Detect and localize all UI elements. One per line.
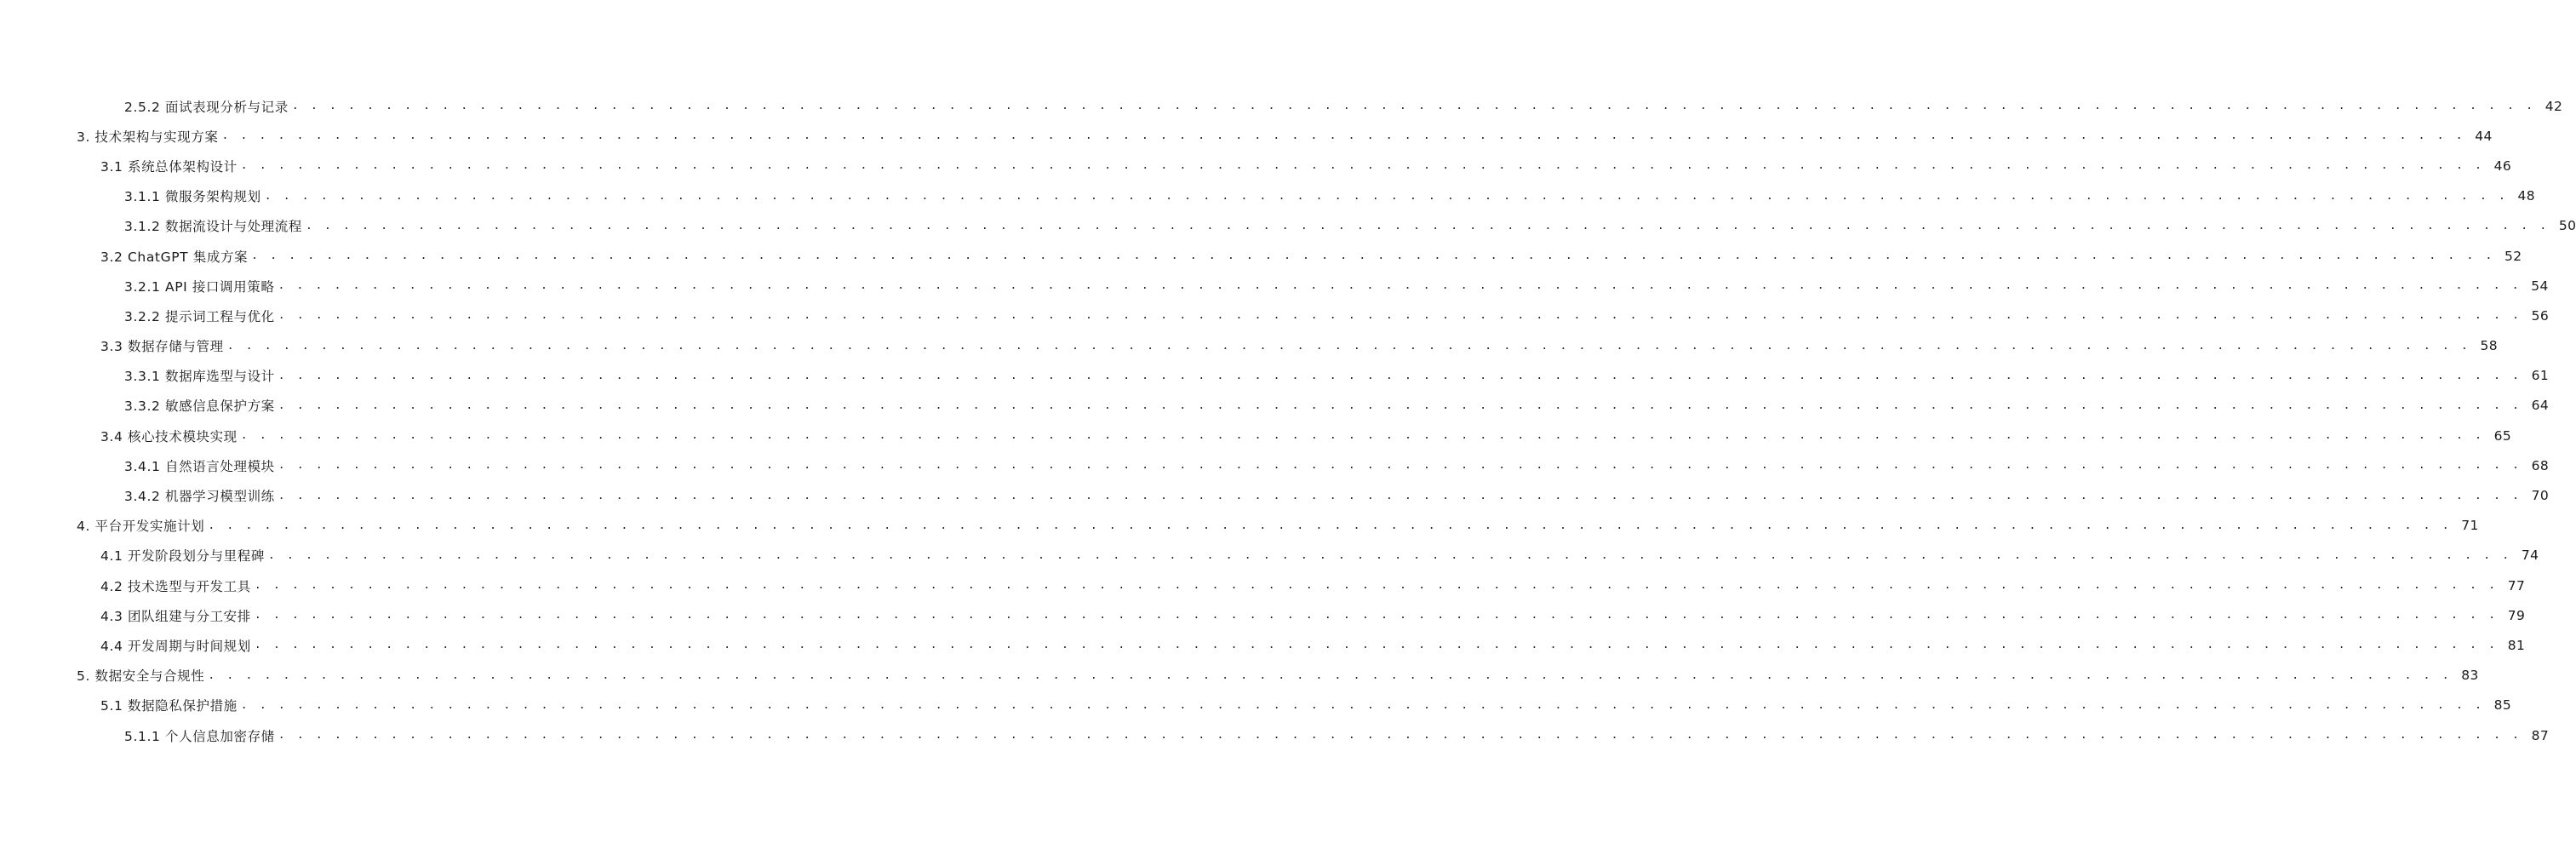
- toc-dot-leader: . . . . . . . . . . . . . . . . . . . . . . . . . . . . . . . . . . . . . . . . . . . . . . . . . . . . . . . . . . . . . . . . . . . . . . . . . . . . . . . . . . . . . . . . . . . . . . . . . . . . . . . . . . . . . . . . . . . . . . . .: [278, 459, 2522, 473]
- toc-entry-3[interactable]: [0, 121, 2493, 151]
- toc-entry-label: [100, 157, 241, 175]
- toc-page-number: 61: [2531, 368, 2550, 384]
- toc-entry-3-2[interactable]: [0, 241, 2522, 271]
- toc-page-number: 58: [2480, 338, 2499, 354]
- toc-entry-label: [124, 186, 265, 205]
- toc-entry-5[interactable]: [0, 661, 2479, 691]
- toc-entry-title: 系统总体架构设计: [127, 158, 238, 175]
- toc-entry-title: 机器学习模型训练: [164, 489, 275, 505]
- toc-entry-title: 开发阶段划分与里程碑: [127, 548, 265, 565]
- toc-entry-number: 3.2: [100, 249, 123, 265]
- toc-dot-leader: . . . . . . . . . . . . . . . . . . . . . . . . . . . . . . . . . . . . . . . . . . . . . . . . . . . . . . . . . . . . . . . . . . . . . . . . . . . . . . . . . . . . . . . . . . . . . . . . . . . . . . . . . . . . . . . . . . . . . . . .: [240, 698, 2485, 712]
- toc-entry-label: [124, 366, 278, 385]
- toc-entry-label: [100, 576, 255, 595]
- toc-entry-5-1-1[interactable]: [0, 720, 2550, 750]
- toc-dot-leader: . . . . . . . . . . . . . . . . . . . . . . . . . . . . . . . . . . . . . . . . . . . . . . . . . . . . . . . . . . . . . . . . . . . . . . . . . . . . . . . . . . . . . . . . . . . . . . . . . . . . . . . . . . . . . . . . . . . . . . . .: [254, 579, 2499, 593]
- toc-entry-number: 5.1: [100, 698, 123, 714]
- toc-entry-title: 数据流设计与处理流程: [164, 219, 302, 235]
- toc-dot-leader: . . . . . . . . . . . . . . . . . . . . . . . . . . . . . . . . . . . . . . . . . . . . . . . . . . . . . . . . . . . . . . . . . . . . . . . . . . . . . . . . . . . . . . . . . . . . . . . . . . . . . . . . . . . . . . . . . . . . . . . .: [278, 369, 2522, 382]
- toc-entry-label: [124, 307, 278, 325]
- toc-entry-number: 3.: [77, 129, 90, 145]
- table-of-contents: [0, 91, 2576, 750]
- toc-entry-label: [100, 546, 268, 565]
- toc-entry-number: 5.1.1: [124, 728, 161, 744]
- toc-entry-title: 微服务架构规划: [164, 189, 261, 205]
- toc-entry-label: [100, 606, 255, 625]
- toc-dot-leader: . . . . . . . . . . . . . . . . . . . . . . . . . . . . . . . . . . . . . . . . . . . . . . . . . . . . . . . . . . . . . . . . . . . . . . . . . . . . . . . . . . . . . . . . . . . . . . . . . . . . . . . . . . . . . . . . . . . . . . . .: [221, 129, 2465, 143]
- toc-entry-label: [100, 696, 241, 714]
- toc-entry-number: 3.4.1: [124, 458, 161, 474]
- toc-page-number: 44: [2475, 128, 2493, 144]
- toc-entry-3-4-2[interactable]: [0, 480, 2550, 510]
- toc-dot-leader: . . . . . . . . . . . . . . . . . . . . . . . . . . . . . . . . . . . . . . . . . . . . . . . . . . . . . . . . . . . . . . . . . . . . . . . . . . . . . . . . . . . . . . . . . . . . . . . . . . . . . . . . . . . . . . . . . . . . . . . .: [278, 729, 2522, 743]
- toc-dot-leader: . . . . . . . . . . . . . . . . . . . . . . . . . . . . . . . . . . . . . . . . . . . . . . . . . . . . . . . . . . . . . . . . . . . . . . . . . . . . . . . . . . . . . . . . . . . . . . . . . . . . . . . . . . . . . . . . . . . . . . . .: [264, 189, 2509, 203]
- toc-dot-leader: . . . . . . . . . . . . . . . . . . . . . . . . . . . . . . . . . . . . . . . . . . . . . . . . . . . . . . . . . . . . . . . . . . . . . . . . . . . . . . . . . . . . . . . . . . . . . . . . . . . . . . . . . . . . . . . . . . . . . . . .: [278, 309, 2522, 323]
- toc-page-number: 65: [2493, 427, 2512, 444]
- toc-entry-3-3[interactable]: [0, 331, 2499, 361]
- toc-entry-title: 数据库选型与设计: [164, 369, 275, 385]
- toc-entry-number: 3.3.2: [124, 399, 161, 415]
- toc-entry-3-1-1[interactable]: [0, 181, 2536, 211]
- toc-entry-label: [124, 456, 278, 475]
- toc-entry-number: 4.4: [100, 638, 123, 654]
- toc-entry-title: API 接口调用策略: [164, 278, 275, 295]
- toc-entry-3-3-2[interactable]: [0, 391, 2550, 421]
- toc-entry-label: [124, 97, 292, 116]
- toc-dot-leader: . . . . . . . . . . . . . . . . . . . . . . . . . . . . . . . . . . . . . . . . . . . . . . . . . . . . . . . . . . . . . . . . . . . . . . . . . . . . . . . . . . . . . . . . . . . . . . . . . . . . . . . . . . . . . . . . . . . . . . . .: [240, 429, 2485, 443]
- toc-dot-leader: . . . . . . . . . . . . . . . . . . . . . . . . . . . . . . . . . . . . . . . . . . . . . . . . . . . . . . . . . . . . . . . . . . . . . . . . . . . . . . . . . . . . . . . . . . . . . . . . . . . . . . . . . . . . . . . . . . . . . . . .: [208, 668, 2452, 682]
- toc-entry-3-1[interactable]: [0, 151, 2512, 181]
- toc-dot-leader: . . . . . . . . . . . . . . . . . . . . . . . . . . . . . . . . . . . . . . . . . . . . . . . . . . . . . . . . . . . . . . . . . . . . . . . . . . . . . . . . . . . . . . . . . . . . . . . . . . . . . . . . . . . . . . . . . . . . . . . .: [278, 399, 2522, 412]
- toc-page-number: 42: [2545, 98, 2563, 114]
- toc-page-number: 83: [2461, 668, 2479, 684]
- toc-page-number: 74: [2521, 548, 2539, 564]
- toc-page-number: 71: [2461, 518, 2479, 534]
- toc-page-number: 68: [2531, 457, 2550, 473]
- toc-entry-label: [100, 336, 227, 355]
- toc-entry-title: 核心技术模块实现: [127, 428, 238, 444]
- toc-entry-title: ChatGPT 集成方案: [127, 249, 249, 265]
- toc-entry-label: [100, 636, 255, 655]
- toc-entry-number: 3.1: [100, 158, 123, 175]
- toc-entry-number: 3.2.1: [124, 278, 161, 295]
- toc-entry-4-2[interactable]: [0, 571, 2526, 600]
- toc-entry-number: 4.: [77, 519, 90, 535]
- toc-entry-4-1[interactable]: [0, 541, 2539, 571]
- toc-entry-title: 技术架构与实现方案: [94, 129, 219, 145]
- toc-entry-number: 3.2.2: [124, 308, 161, 324]
- toc-entry-number: 4.1: [100, 548, 123, 565]
- toc-entry-number: 3.4.2: [124, 489, 161, 505]
- toc-entry-number: 3.1.2: [124, 219, 161, 235]
- toc-entry-number: 3.4: [100, 428, 123, 444]
- toc-entry-4[interactable]: [0, 511, 2479, 541]
- toc-entry-label: [124, 486, 278, 505]
- toc-dot-leader: . . . . . . . . . . . . . . . . . . . . . . . . . . . . . . . . . . . . . . . . . . . . . . . . . . . . . . . . . . . . . . . . . . . . . . . . . . . . . . . . . . . . . . . . . . . . . . . . . . . . . . . . . . . . . . . . . . . . . . . .: [268, 548, 2512, 562]
- toc-entry-number: 3.1.1: [124, 189, 161, 205]
- toc-dot-leader: . . . . . . . . . . . . . . . . . . . . . . . . . . . . . . . . . . . . . . . . . . . . . . . . . . . . . . . . . . . . . . . . . . . . . . . . . . . . . . . . . . . . . . . . . . . . . . . . . . . . . . . . . . . . . . . . . . . . . . . .: [254, 639, 2499, 652]
- toc-entry-3-1-2[interactable]: [0, 211, 2576, 241]
- toc-entry-3-4[interactable]: [0, 421, 2512, 450]
- toc-entry-title: 数据存储与管理: [127, 339, 224, 355]
- toc-entry-number: 4.3: [100, 608, 123, 624]
- toc-dot-leader: . . . . . . . . . . . . . . . . . . . . . . . . . . . . . . . . . . . . . . . . . . . . . . . . . . . . . . . . . . . . . . . . . . . . . . . . . . . . . . . . . . . . . . . . . . . . . . . . . . . . . . . . . . . . . . . . . . . . . . . .: [251, 249, 2495, 263]
- toc-entry-2-5-2[interactable]: [0, 91, 2563, 121]
- toc-entry-title: 面试表现分析与记录: [164, 99, 289, 115]
- toc-entry-number: 4.2: [100, 578, 123, 594]
- toc-page-number: 64: [2531, 398, 2550, 414]
- toc-entry-number: 3.3: [100, 339, 123, 355]
- toc-dot-leader: . . . . . . . . . . . . . . . . . . . . . . . . . . . . . . . . . . . . . . . . . . . . . . . . . . . . . . . . . . . . . . . . . . . . . . . . . . . . . . . . . . . . . . . . . . . . . . . . . . . . . . . . . . . . . . . . . . . . . . . .: [254, 609, 2499, 622]
- toc-entry-number: 2.5.2: [124, 99, 161, 115]
- toc-page-number: 48: [2517, 188, 2536, 204]
- toc-entry-5-1[interactable]: [0, 691, 2512, 720]
- toc-page-number: 85: [2493, 697, 2512, 714]
- toc-entry-label: [124, 726, 278, 745]
- toc-dot-leader: . . . . . . . . . . . . . . . . . . . . . . . . . . . . . . . . . . . . . . . . . . . . . . . . . . . . . . . . . . . . . . . . . . . . . . . . . . . . . . . . . . . . . . . . . . . . . . . . . . . . . . . . . . . . . . . . . . . . . . . .: [240, 159, 2485, 173]
- toc-page-number: 50: [2558, 218, 2576, 234]
- toc-page-number: 79: [2507, 607, 2526, 623]
- toc-entry-label: [124, 216, 306, 235]
- toc-page-number: 70: [2531, 488, 2550, 504]
- toc-entry-label: [124, 396, 278, 415]
- toc-entry-title: 开发周期与时间规划: [127, 638, 251, 654]
- toc-dot-leader: . . . . . . . . . . . . . . . . . . . . . . . . . . . . . . . . . . . . . . . . . . . . . . . . . . . . . . . . . . . . . . . . . . . . . . . . . . . . . . . . . . . . . . . . . . . . . . . . . . . . . . . . . . . . . . . . . . . . . . . .: [226, 339, 2471, 353]
- toc-page-number: 52: [2504, 248, 2522, 264]
- toc-entry-label: [124, 277, 278, 295]
- toc-page-number: 81: [2507, 637, 2526, 653]
- toc-entry-3-2-1[interactable]: [0, 271, 2549, 301]
- toc-entry-label: [77, 666, 208, 685]
- toc-entry-title: 自然语言处理模块: [164, 458, 275, 474]
- toc-dot-leader: . . . . . . . . . . . . . . . . . . . . . . . . . . . . . . . . . . . . . . . . . . . . . . . . . . . . . . . . . . . . . . . . . . . . . . . . . . . . . . . . . . . . . . . . . . . . . . . . . . . . . . . . . . . . . . . . . . . . . . . .: [208, 519, 2452, 532]
- toc-entry-title: 敏感信息保护方案: [164, 399, 275, 415]
- toc-entry-label: [100, 427, 241, 445]
- toc-entry-title: 数据隐私保护措施: [127, 698, 238, 714]
- toc-entry-3-4-1[interactable]: [0, 450, 2550, 480]
- toc-entry-label: [77, 127, 221, 146]
- toc-entry-title: 技术选型与开发工具: [127, 578, 251, 594]
- toc-entry-4-3[interactable]: [0, 600, 2526, 630]
- toc-entry-title: 数据安全与合规性: [94, 668, 205, 685]
- toc-dot-leader: . . . . . . . . . . . . . . . . . . . . . . . . . . . . . . . . . . . . . . . . . . . . . . . . . . . . . . . . . . . . . . . . . . . . . . . . . . . . . . . . . . . . . . . . . . . . . . . . . . . . . . . . . . . . . . . . . . . . . . . .: [278, 279, 2522, 293]
- toc-entry-number: 5.: [77, 668, 90, 685]
- toc-entry-title: 平台开发实施计划: [94, 519, 205, 535]
- toc-dot-leader: . . . . . . . . . . . . . . . . . . . . . . . . . . . . . . . . . . . . . . . . . . . . . . . . . . . . . . . . . . . . . . . . . . . . . . . . . . . . . . . . . . . . . . . . . . . . . . . . . . . . . . . . . . . . . . . . . . . . . . . .: [306, 219, 2550, 232]
- toc-entry-label: [77, 516, 208, 535]
- toc-entry-label: [100, 247, 251, 266]
- toc-entry-3-2-2[interactable]: [0, 301, 2550, 330]
- toc-page-number: 46: [2493, 158, 2512, 174]
- toc-entry-title: 提示词工程与优化: [164, 308, 275, 324]
- toc-entry-3-3-1[interactable]: [0, 361, 2550, 391]
- toc-page-number: 54: [2531, 278, 2549, 294]
- toc-entry-number: 3.3.1: [124, 369, 161, 385]
- toc-dot-leader: . . . . . . . . . . . . . . . . . . . . . . . . . . . . . . . . . . . . . . . . . . . . . . . . . . . . . . . . . . . . . . . . . . . . . . . . . . . . . . . . . . . . . . . . . . . . . . . . . . . . . . . . . . . . . . . . . . . . . . . .: [278, 489, 2522, 502]
- toc-page-number: 87: [2531, 727, 2550, 743]
- toc-dot-leader: . . . . . . . . . . . . . . . . . . . . . . . . . . . . . . . . . . . . . . . . . . . . . . . . . . . . . . . . . . . . . . . . . . . . . . . . . . . . . . . . . . . . . . . . . . . . . . . . . . . . . . . . . . . . . . . . . . . . . . . .: [291, 100, 2536, 113]
- toc-entry-title: 个人信息加密存储: [164, 728, 275, 744]
- toc-entry-title: 团队组建与分工安排: [127, 608, 251, 624]
- toc-entry-4-4[interactable]: [0, 630, 2526, 660]
- toc-page-number: 77: [2507, 577, 2526, 594]
- toc-page-number: 56: [2531, 307, 2550, 324]
